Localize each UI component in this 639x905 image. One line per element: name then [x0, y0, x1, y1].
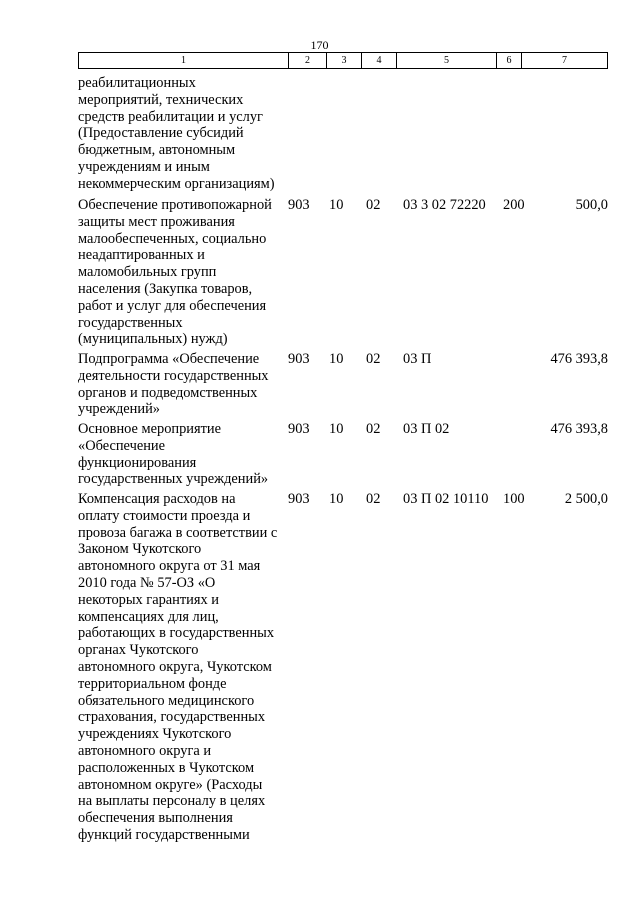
subsection-code: 02 [366, 197, 381, 213]
ministry-code: 903 [288, 351, 310, 367]
target-code: 03 П 02 [403, 421, 450, 437]
amount: 2 500,0 [564, 491, 608, 507]
section-code: 10 [329, 351, 344, 367]
column-header-5: 5 [397, 53, 497, 68]
amount: 500,0 [575, 197, 608, 213]
target-code: 03 3 02 72220 [403, 197, 486, 213]
subsection-code: 02 [366, 421, 381, 437]
expense-type-code: 100 [503, 491, 525, 507]
section-code: 10 [329, 421, 344, 437]
ministry-code: 903 [288, 491, 310, 507]
subsection-code: 02 [366, 351, 381, 367]
column-header-1: 1 [79, 53, 289, 68]
section-code: 10 [329, 197, 344, 213]
column-header-4: 4 [362, 53, 397, 68]
row-name: Компенсация расходов на оплату стоимости проезда и провоза багажа в соответствии с Законом Чукотского автономного округа от 31 мая 2010 года № 57-ОЗ «О некоторых гарантиях и компенсациях для лиц, работающих в государственных органах Чукотского автономного округа, Чукотском территориальном фонде обязательного медицинского страхования, государственных учреждениях Чукотского автономного округа и расположенных в Чукотском автономном округе» (Расходы на выплаты персоналу в целях обеспечения выполнения функций государственными [78, 491, 278, 843]
column-header-2: 2 [289, 53, 327, 68]
row-name: реабилитационных мероприятий, технических средств реабилитации и услуг (Предоставление субсидий бюджетным, автономным учреждениям и иным некоммерческим организациям) [78, 75, 275, 192]
row-name: Подпрограмма «Обеспечение деятельности государственных органов и подведомственных учреждений» [78, 351, 269, 418]
ministry-code: 903 [288, 421, 310, 437]
row-name: Обеспечение противопожарной защиты мест проживания малообеспеченных, социально неадаптированных и маломобильных групп населения (Закупка товаров, работ и услуг для обеспечения государственных (муниципальных) нужд) [78, 197, 272, 348]
subsection-code: 02 [366, 491, 381, 507]
target-code: 03 П 02 10110 [403, 491, 489, 507]
table-header [78, 52, 608, 69]
amount: 476 393,8 [550, 351, 608, 367]
column-header-6: 6 [497, 53, 522, 68]
ministry-code: 903 [288, 197, 310, 213]
row-name: Основное мероприятие «Обеспечение функционирования государственных учреждений» [78, 421, 269, 488]
expense-type-code: 200 [503, 197, 525, 213]
column-header-7: 7 [562, 55, 567, 66]
page-number: 170 [310, 38, 329, 52]
amount: 476 393,8 [550, 421, 608, 437]
target-code: 03 П [403, 351, 432, 367]
column-header-3: 3 [327, 53, 362, 68]
section-code: 10 [329, 491, 344, 507]
